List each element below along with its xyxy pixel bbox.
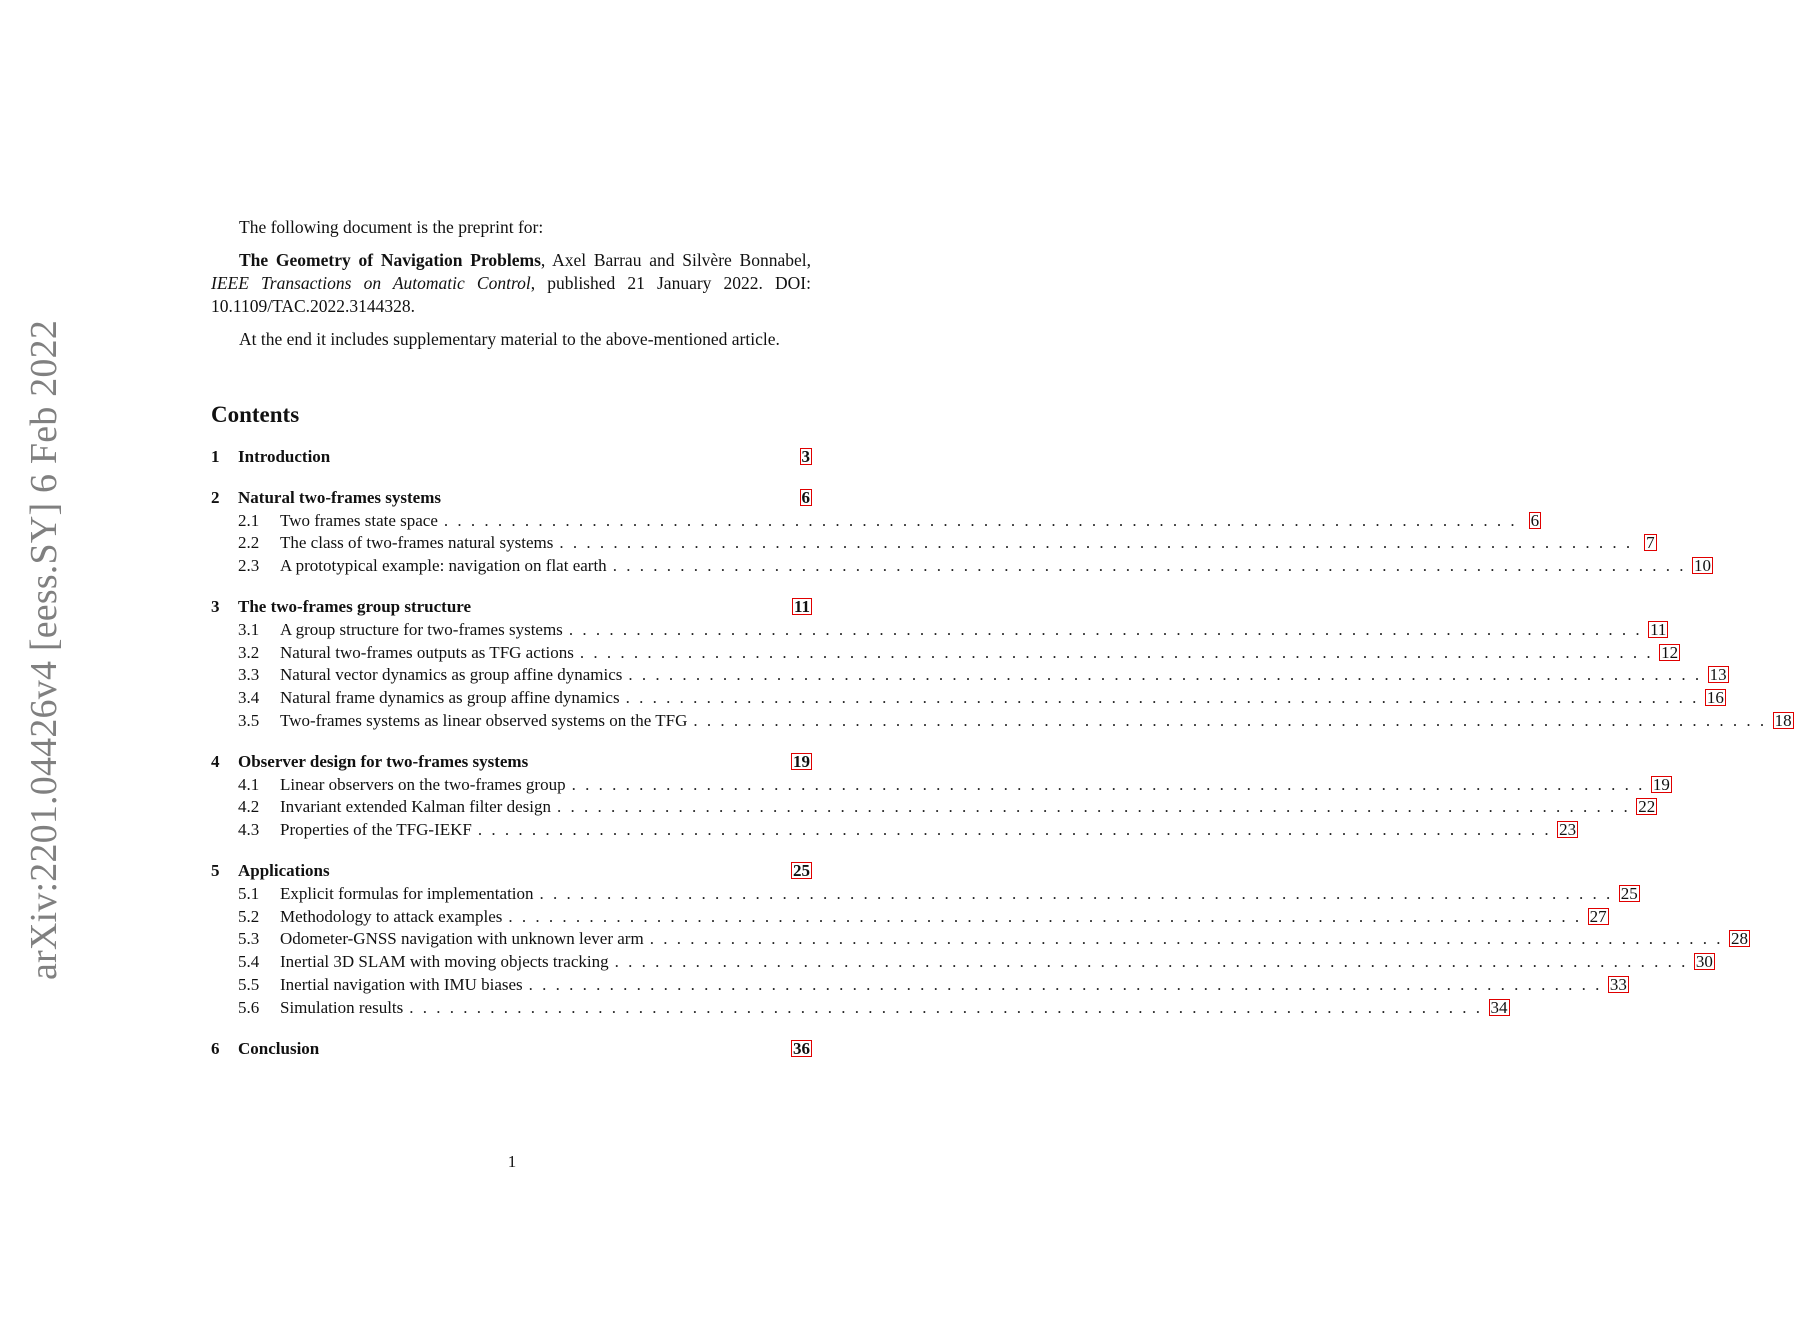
subsection-title: Two-frames systems as linear observed systems on the TFG (280, 710, 688, 730)
journal-name: IEEE Transactions on Automatic Control (211, 273, 531, 293)
subsection-title: Methodology to attack examples (280, 906, 503, 926)
toc-subsection-entry[interactable] (211, 510, 1540, 533)
arxiv-stamp (0, 0, 100, 1325)
section-number: 1 (211, 447, 220, 466)
dot-leaders: . . . . . . . . . . . . . . . . . . . . . . . . . . . . . . . . . . . . . . . . . . . . . . . . . . . . . . . . . . . . . . . . . . . . . . . . . . . . . . . . (409, 997, 1483, 1017)
toc-section (211, 1038, 812, 1061)
subsection-page-link[interactable] (1648, 619, 1668, 642)
section-title: The two-frames group structure (238, 596, 472, 616)
subsection-number: 4.1 (238, 774, 260, 794)
page-link-box[interactable]: 33 (1609, 974, 1627, 994)
subsection-number: 3.4 (238, 688, 260, 708)
subsection-number: 5.1 (238, 883, 260, 903)
subsection-number: 5.2 (238, 906, 260, 926)
subsection-page-link[interactable] (1639, 532, 1657, 555)
citation (211, 249, 811, 318)
paper-title: The Geometry of Navigation Problems (239, 250, 541, 270)
subsection-title: Natural two-frames outputs as TFG actions (280, 642, 574, 662)
subsection-number: 2.3 (238, 556, 260, 576)
page-link-box[interactable]: 22 (1638, 797, 1656, 817)
subsection-title: The class of two-frames natural systems (280, 533, 554, 553)
page-link-box[interactable]: 28 (1730, 929, 1748, 949)
dot-leaders: . . . . . . . . . . . . . . . . . . . . . . . . . . . . . . . . . . . . . . . . . . . . . . . . . . . . . . . . . . . . . . . . . . . . . . . . . . . . . . . . (539, 883, 1613, 903)
page-link-box[interactable]: 36 (793, 1038, 810, 1058)
subsection-page-link[interactable] (1588, 906, 1609, 929)
subsection-title: Inertial navigation with IMU biases (280, 974, 523, 994)
toc-section (211, 487, 1711, 578)
page-link-box[interactable]: 11 (793, 596, 810, 616)
subsection-number: 4.3 (238, 820, 260, 840)
dot-leaders: . . . . . . . . . . . . . . . . . . . . . . . . . . . . . . . . . . . . . . . . . . . . . . . . . . . . . . . . . . . . . . . . . . . . . . . . . . . . . . . . (443, 510, 1518, 530)
subsection-page-link[interactable] (1651, 774, 1672, 797)
subsection-page-link[interactable] (1636, 796, 1657, 819)
toc-subsection-entry[interactable] (211, 664, 1727, 687)
page-link-box[interactable]: 12 (1661, 642, 1679, 662)
page-link-box[interactable]: 10 (1693, 556, 1711, 576)
dot-leaders: . . . . . . . . . . . . . . . . . . . . . . . . . . . . . . . . . . . . . . . . . . . . . . . . . . . . . . . . . . . . . . . . . . . . . . . . . . . . . . . . (559, 533, 1633, 553)
dot-leaders: . . . . . . . . . . . . . . . . . . . . . . . . . . . . . . . . . . . . . . . . . . . . . . . . . . . . . . . . . . . . . . . . . . . . . . . . . . . . . . . . (579, 642, 1654, 662)
subsection-page-link[interactable] (1608, 974, 1629, 997)
toc-subsection-entry[interactable] (211, 796, 1656, 819)
section-number: 3 (211, 596, 220, 616)
section-title: Introduction (238, 447, 331, 466)
section-title: Observer design for two-frames systems (238, 751, 529, 771)
toc-subsection-entry[interactable] (211, 819, 1577, 842)
subsection-number: 5.4 (238, 952, 260, 972)
subsection-title: Invariant extended Kalman filter design (280, 797, 551, 817)
toc-section-entry[interactable] (211, 596, 812, 619)
dot-leaders: . . . . . . . . . . . . . . . . . . . . . . . . . . . . . . . . . . . . . . . . . . . . . . . . . . . . . . . . . . . . . . . . . . . . . . . . . . . . . . . . (556, 797, 1631, 817)
toc-section-entry[interactable] (211, 487, 812, 510)
toc-section-entry[interactable] (211, 860, 812, 883)
dot-leaders: . . . . . . . . . . . . . . . . . . . . . . . . . . . . . . . . . . . . . . . . . . . . . . . . . . . . . . . . . . . . . . . . . . . . . . . . . . . . . . . . (477, 820, 1552, 840)
section-page-link[interactable] (791, 860, 812, 883)
subsection-number: 2.2 (238, 533, 260, 553)
subsection-title: Properties of the TFG-IEKF (280, 820, 472, 840)
toc-subsection-entry[interactable] (211, 997, 1508, 1020)
subsection-number: 5.3 (238, 929, 260, 949)
dot-leaders: . . . . . . . . . . . . . . . . . . . . . . . . . . . . . . . . . . . . . . . . . . . . . . . . . . . . . . . . . . . . . . . . . . . . . . . . . . . . . . . . (625, 688, 1699, 708)
dot-leaders: . . . . . . . . . . . . . . . . . . . . . . . . . . . . . . . . . . . . . . . . . . . . . . . . . . . . . . . . . . . . . . . . . . . . . . . . . . . . . . . . (649, 929, 1723, 949)
subsection-page-link[interactable] (1708, 664, 1729, 687)
page-link-box[interactable]: 30 (1695, 952, 1713, 972)
toc-subsection-entry[interactable] (211, 951, 1713, 974)
section-page-link[interactable] (791, 1038, 812, 1061)
subsection-title: Inertial 3D SLAM with moving objects tracking (280, 952, 609, 972)
subsection-title: Natural vector dynamics as group affine dynamics (280, 665, 623, 685)
dot-leaders: . . . . . . . . . . . . . . . . . . . . . . . . . . . . . . . . . . . . . . . . . . . . . . . . . . . . . . . . . . . . . . . . . . . . . . . . . . . . . . . . (628, 665, 1702, 685)
toc-subsection-entry[interactable] (211, 532, 1655, 555)
subsection-number: 4.2 (238, 797, 260, 817)
toc-subsection-entry[interactable] (211, 774, 1670, 797)
subsection-page-link[interactable] (1705, 687, 1726, 710)
subsection-number: 3.1 (238, 619, 260, 639)
section-number: 6 (211, 1038, 220, 1058)
section-number: 2 (211, 487, 220, 507)
toc-subsection-entry[interactable] (211, 642, 1679, 665)
toc-section-entry[interactable] (211, 446, 812, 469)
subsection-page-link[interactable] (1773, 710, 1794, 733)
subsection-title: Natural frame dynamics as group affine dynamics (280, 688, 620, 708)
subsection-number: 5.5 (238, 974, 260, 994)
authors: , Axel Barrau and Silvère Bonnabel, (540, 250, 811, 270)
subsection-title: A prototypical example: navigation on flat earth (280, 556, 607, 576)
toc-subsection-entry[interactable] (211, 906, 1607, 929)
subsection-title: Linear observers on the two-frames group (280, 774, 566, 794)
page-link-box[interactable]: 3 (801, 447, 810, 466)
page-link-box[interactable]: 13 (1709, 665, 1727, 685)
subsection-page-link[interactable] (1659, 642, 1680, 665)
section-title: Applications (238, 860, 330, 880)
toc-section-entry[interactable] (211, 1038, 812, 1061)
page-link-box[interactable]: 34 (1490, 997, 1508, 1017)
toc-section (211, 446, 812, 469)
toc-subsection-entry[interactable] (211, 928, 1748, 951)
toc-subsection-entry[interactable] (211, 687, 1724, 710)
subsection-number: 3.3 (238, 665, 260, 685)
section-number: 5 (211, 860, 220, 880)
section-title: Natural two-frames systems (238, 487, 442, 507)
subsection-number: 2.1 (238, 510, 260, 530)
subsection-title: A group structure for two-frames systems (280, 619, 563, 639)
toc-subsection-entry[interactable] (211, 883, 1638, 906)
page-link-box[interactable]: 19 (1652, 774, 1670, 794)
page-link-box[interactable]: 6 (1530, 510, 1540, 530)
page-link-box[interactable]: 25 (1620, 883, 1638, 903)
toc-subsection-entry[interactable] (211, 619, 1667, 642)
dot-leaders: . . . . . . . . . . . . . . . . . . . . . . . . . . . . . . . . . . . . . . . . . . . . . . . . . . . . . . . . . . . . . . . . . . . . . . . . . . . . . . . . (508, 906, 1582, 926)
publication-info: , published 21 January 2022. DOI: 10.1109/TAC.2022.3144328. (211, 273, 811, 316)
notice-line: The following document is the preprint for: (239, 217, 544, 237)
toc-section (211, 596, 1792, 733)
dot-leaders: . . . . . . . . . . . . . . . . . . . . . . . . . . . . . . . . . . . . . . . . . . . . . . . . . . . . . . . . . . . . . . . . . . . . . . . . . . . . . . . . (612, 556, 1686, 576)
page-link-box[interactable]: 16 (1706, 688, 1724, 708)
subsection-title: Simulation results (280, 997, 404, 1017)
page-link-box[interactable]: 27 (1589, 906, 1607, 926)
subsection-page-link[interactable] (1694, 951, 1715, 974)
section-page-link[interactable] (791, 751, 812, 774)
page-number: 1 (507, 1152, 517, 1171)
subsection-page-link[interactable] (1729, 928, 1750, 951)
page-link-box[interactable]: 19 (793, 751, 810, 771)
table-of-contents (211, 446, 1792, 1078)
page-link-box[interactable]: 7 (1646, 533, 1655, 553)
section-page-link[interactable] (794, 487, 812, 510)
subsection-page-link[interactable] (1489, 997, 1510, 1020)
dot-leaders: . . . . . . . . . . . . . . . . . . . . . . . . . . . . . . . . . . . . . . . . . . . . . . . . . . . . . . . . . . . . . . . . . . . . . . . . . . . . . . . . (614, 952, 1688, 972)
section-page-link[interactable] (794, 446, 812, 469)
dot-leaders: . . . . . . . . . . . . . . . . . . . . . . . . . . . . . . . . . . . . . . . . . . . . . . . . . . . . . . . . . . . . . . . . . . . . . . . . . . . . . . . . (571, 774, 1645, 794)
subsection-number: 3.2 (238, 642, 260, 662)
toc-subsection-entry[interactable] (211, 974, 1627, 997)
section-page-link[interactable] (792, 596, 812, 619)
subsection-page-link[interactable] (1557, 819, 1578, 842)
subsection-number: 3.5 (238, 710, 260, 730)
subsection-page-link[interactable] (1619, 883, 1640, 906)
toc-section (211, 860, 1748, 1020)
subsection-title: Odometer-GNSS navigation with unknown lever arm (280, 929, 644, 949)
page-link-box[interactable]: 23 (1559, 820, 1577, 840)
subsection-number: 5.6 (238, 997, 260, 1017)
arxiv-identifier: arXiv:2201.04426v4 [eess.SY] 6 Feb 2022 (23, 319, 65, 981)
page-link-box[interactable]: 25 (793, 860, 810, 880)
page-link-box[interactable]: 6 (801, 487, 810, 507)
section-title: Conclusion (238, 1038, 320, 1058)
dot-leaders: . . . . . . . . . . . . . . . . . . . . . . . . . . . . . . . . . . . . . . . . . . . . . . . . . . . . . . . . . . . . . . . . . . . . . . . . . . . . . . . . (568, 619, 1643, 639)
subsection-title: Explicit formulas for implementation (280, 883, 534, 903)
preprint-notice (211, 216, 811, 361)
dot-leaders: . . . . . . . . . . . . . . . . . . . . . . . . . . . . . . . . . . . . . . . . . . . . . . . . . . . . . . . . . . . . . . . . . . . . . . . . . . . . . . . . (693, 710, 1767, 730)
supplementary-note: At the end it includes supplementary material to the above-mentioned article. (239, 329, 780, 349)
page-link-box[interactable]: 11 (1650, 619, 1667, 639)
subsection-page-link[interactable] (1523, 510, 1541, 533)
contents-heading: Contents (211, 402, 300, 427)
dot-leaders: . . . . . . . . . . . . . . . . . . . . . . . . . . . . . . . . . . . . . . . . . . . . . . . . . . . . . . . . . . . . . . . . . . . . . . . . . . . . . . . . (528, 974, 1602, 994)
toc-subsection-entry[interactable] (211, 710, 1792, 733)
section-number: 4 (211, 751, 220, 771)
toc-section (211, 751, 1670, 842)
subsection-title: Two frames state space (280, 510, 438, 530)
toc-subsection-entry[interactable] (211, 555, 1711, 578)
toc-section-entry[interactable] (211, 751, 812, 774)
page-link-box[interactable]: 18 (1774, 710, 1792, 730)
subsection-page-link[interactable] (1692, 555, 1713, 578)
